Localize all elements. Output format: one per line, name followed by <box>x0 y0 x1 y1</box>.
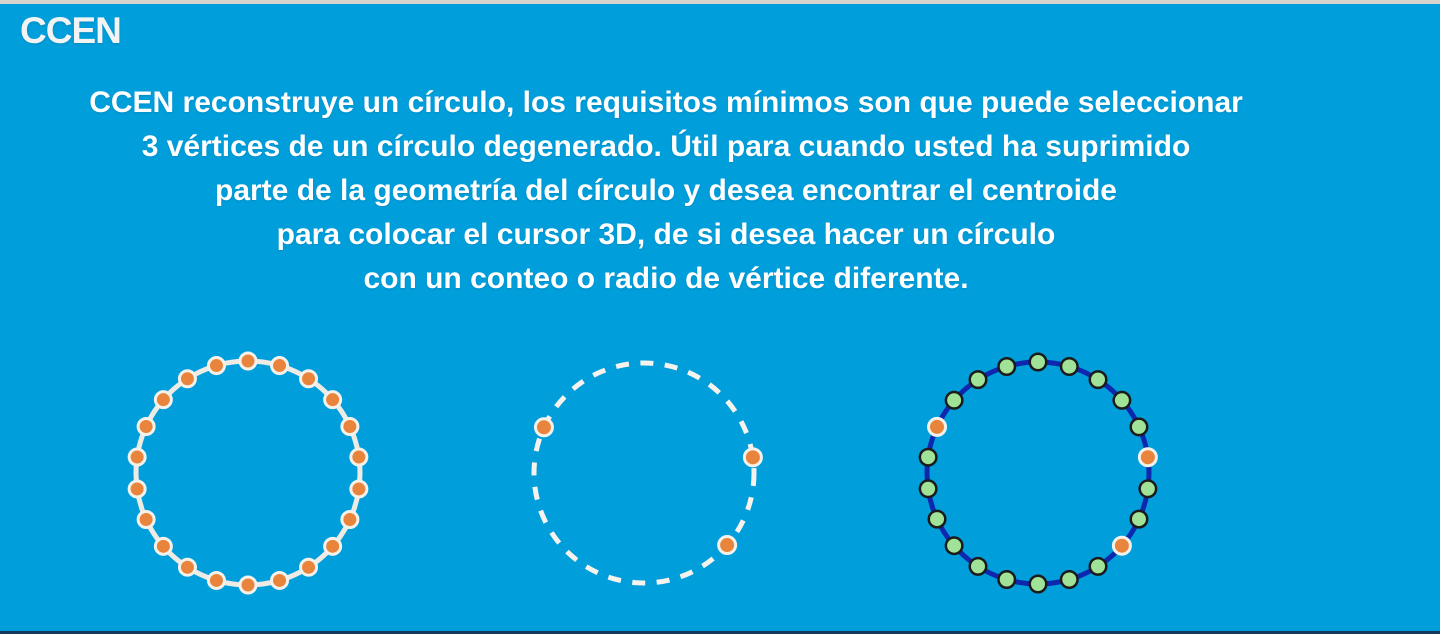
vertex-dot <box>535 419 552 436</box>
vertex-dot <box>208 358 224 374</box>
vertex-dot <box>351 481 367 497</box>
selected-vertex-dot <box>1113 537 1130 554</box>
vertex-dot <box>342 512 358 528</box>
original-circle-diagram <box>118 343 378 603</box>
vertex-dot <box>129 449 145 465</box>
vertex-dot <box>1131 419 1148 436</box>
vertex-dot <box>240 353 256 369</box>
vertex-dot <box>208 572 224 588</box>
degenerate-circle-diagram <box>514 343 774 603</box>
vertex-dot <box>1030 576 1047 593</box>
selected-vertex-dot <box>1139 449 1156 466</box>
top-border <box>0 0 1440 4</box>
vertex-dot <box>719 537 736 554</box>
description-line: parte de la geometría del círculo y desea encontrar el centroide <box>215 174 1117 207</box>
vertex-dot <box>998 571 1015 588</box>
vertex-dot <box>744 449 761 466</box>
vertex-dot <box>1114 392 1131 409</box>
vertex-dot <box>179 371 195 387</box>
vertex-dot <box>946 537 963 554</box>
vertex-dot <box>155 538 171 554</box>
description-line: CCEN reconstruye un círculo, los requisitos mínimos son que puede seleccionar <box>89 86 1243 119</box>
vertex-dot <box>138 512 154 528</box>
vertex-dot <box>301 559 317 575</box>
vertex-dot <box>240 577 256 593</box>
description-line: para colocar el cursor 3D, de si desea hacer un círculo <box>276 218 1056 251</box>
page-title: CCEN <box>20 10 121 51</box>
vertex-dot <box>325 392 341 408</box>
vertex-dot <box>1090 558 1107 575</box>
vertex-dot <box>970 558 987 575</box>
vertex-dot <box>1061 358 1078 375</box>
vertex-dot <box>138 418 154 434</box>
vertex-dot <box>179 559 195 575</box>
vertex-dot <box>272 358 288 374</box>
vertex-dot <box>1131 511 1148 528</box>
vertex-dot <box>325 538 341 554</box>
vertex-dot <box>1030 354 1047 371</box>
reconstructed-circle-diagram <box>908 343 1168 603</box>
vertex-dot <box>1090 371 1107 388</box>
vertex-dot <box>920 449 937 466</box>
description-line: 3 vértices de un círculo degenerado. Útil para cuando usted ha suprimido <box>141 130 1191 163</box>
vertex-dot <box>998 358 1015 375</box>
vertex-dot <box>351 449 367 465</box>
vertex-dot <box>155 392 171 408</box>
vertex-dot <box>1061 571 1078 588</box>
selected-vertex-dot <box>929 418 946 435</box>
vertex-dot <box>301 371 317 387</box>
vertex-dot <box>342 418 358 434</box>
vertex-dot <box>129 481 145 497</box>
vertex-dot <box>272 572 288 588</box>
description-line: con un conteo o radio de vértice diferente. <box>363 262 969 295</box>
vertex-dot <box>920 481 937 498</box>
description-paragraph <box>0 81 1332 301</box>
vertex-dot <box>970 371 987 388</box>
vertex-dot <box>1140 481 1157 498</box>
vertex-dot <box>946 392 963 409</box>
vertex-dot <box>929 511 946 528</box>
